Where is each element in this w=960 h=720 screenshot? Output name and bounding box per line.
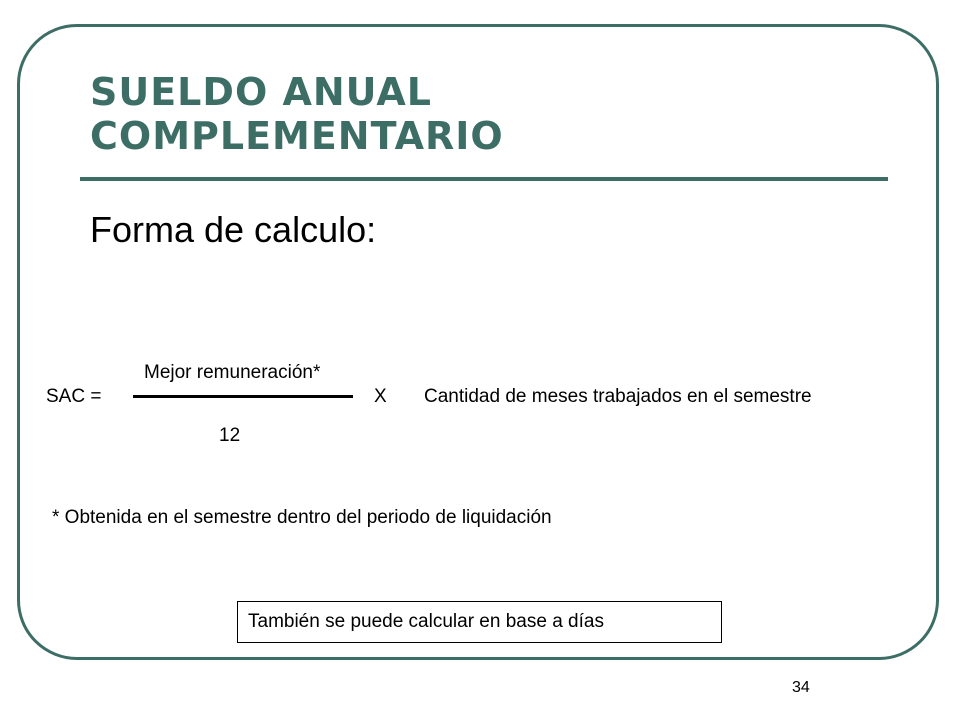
- slide-title: [90, 70, 850, 158]
- title-underline: [80, 177, 888, 181]
- formula-multiplier: Cantidad de meses trabajados en el semestre: [424, 386, 812, 407]
- subtitle: Forma de calculo:: [90, 209, 377, 250]
- formula-operator: X: [374, 386, 387, 407]
- page-number: 34: [792, 679, 810, 696]
- footnote: * Obtenida en el semestre dentro del periodo de liquidación: [52, 507, 552, 528]
- title-line-2: COMPLEMENTARIO: [90, 114, 504, 158]
- formula-denominator: 12: [219, 425, 241, 446]
- fraction-bar: [133, 395, 353, 398]
- formula-lhs: SAC =: [46, 386, 102, 407]
- title-line-1: SUELDO ANUAL: [90, 70, 432, 114]
- note-box: También se puede calcular en base a días: [237, 601, 722, 643]
- formula-numerator: Mejor remuneración*: [144, 362, 321, 383]
